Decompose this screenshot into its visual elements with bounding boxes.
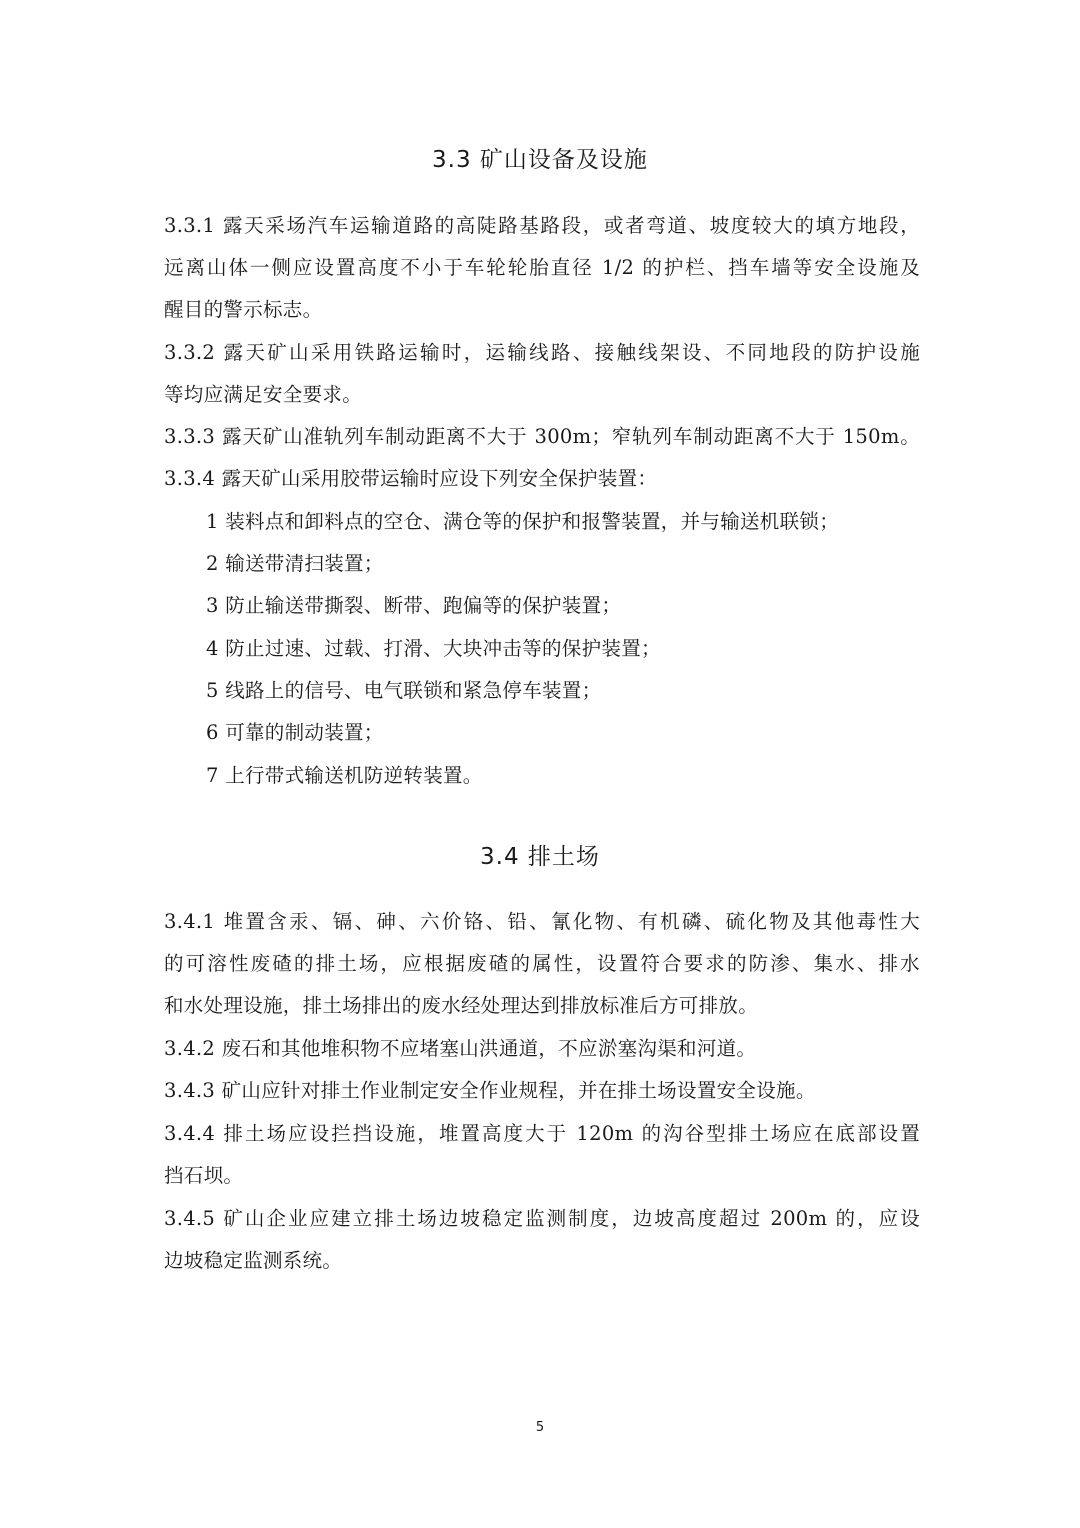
clause-3-4-3-line-1: 3.4.3 矿山应针对排土作业制定安全作业规程，并在排土场设置安全设施。 [164, 1079, 816, 1102]
clause-3-3-4-item-6: 6 可靠的制动装置； [206, 721, 384, 744]
clause-3-4-1-line-2: 的可溶性废碴的排土场，应根据废碴的属性，设置符合要求的防渗、集水、排水 [164, 952, 920, 975]
section-heading-3-4: 3.4 排土场 [480, 844, 600, 870]
clause-3-3-4-item-7: 7 上行带式输送机防逆转装置。 [206, 764, 483, 787]
page-number: 5 [535, 1420, 545, 1435]
clause-3-4-4-line-1: 3.4.4 排土场应设拦挡设施，堆置高度大于 120m 的沟谷型排土场应在底部设置 [164, 1122, 920, 1145]
clause-3-4-1-line-3: 和水处理设施，排土场排出的废水经处理达到排放标准后方可排放。 [164, 994, 759, 1017]
clause-3-3-4-item-5: 5 线路上的信号、电气联锁和紧急停车装置； [206, 679, 602, 702]
clause-3-3-3-line-1: 3.3.3 露天矿山准轨列车制动距离不大于 300m；窄轨列车制动距离不大于 150m。 [164, 425, 920, 448]
clause-3-4-4-line-2: 挡石坝。 [164, 1164, 244, 1187]
clause-3-3-4-item-1: 1 装料点和卸料点的空仓、满仓等的保护和报警装置，并与输送机联锁； [206, 510, 840, 533]
clause-3-4-5-line-2: 边坡稳定监测系统。 [164, 1249, 343, 1272]
clause-3-3-1-line-1: 3.3.1 露天采场汽车运输道路的高陡路基路段，或者弯道、坡度较大的填方地段， [164, 214, 920, 237]
clause-3-3-2-line-2: 等均应满足安全要求。 [164, 383, 363, 406]
section-heading-3-3: 3.3 矿山设备及设施 [432, 147, 648, 173]
clause-3-3-4-item-3: 3 防止输送带撕裂、断带、跑偏等的保护装置； [206, 594, 622, 617]
clause-3-4-5-line-1: 3.4.5 矿山企业应建立排土场边坡稳定监测制度，边坡高度超过 200m 的，应设 [164, 1207, 920, 1230]
clause-3-4-2-line-1: 3.4.2 废石和其他堆积物不应堵塞山洪通道，不应淤塞沟渠和河道。 [164, 1037, 757, 1060]
clause-3-3-1-line-3: 醒目的警示标志。 [164, 298, 323, 321]
clause-3-4-1-line-1: 3.4.1 堆置含汞、镉、砷、六价铬、铅、氰化物、有机磷、硫化物及其他毒性大 [164, 910, 920, 933]
clause-3-3-4-item-4: 4 防止过速、过载、打滑、大块冲击等的保护装置； [206, 637, 661, 660]
clause-3-3-2-line-1: 3.3.2 露天矿山采用铁路运输时，运输线路、接触线架设、不同地段的防护设施 [164, 341, 920, 364]
clause-3-3-1-line-2: 远离山体一侧应设置高度不小于车轮轮胎直径 1/2 的护栏、挡车墙等安全设施及 [164, 256, 920, 279]
clause-3-3-4-line-1: 3.3.4 露天矿山采用胶带运输时应设下列安全保护装置： [164, 467, 658, 490]
clause-3-3-4-item-2: 2 输送带清扫装置； [206, 552, 384, 575]
